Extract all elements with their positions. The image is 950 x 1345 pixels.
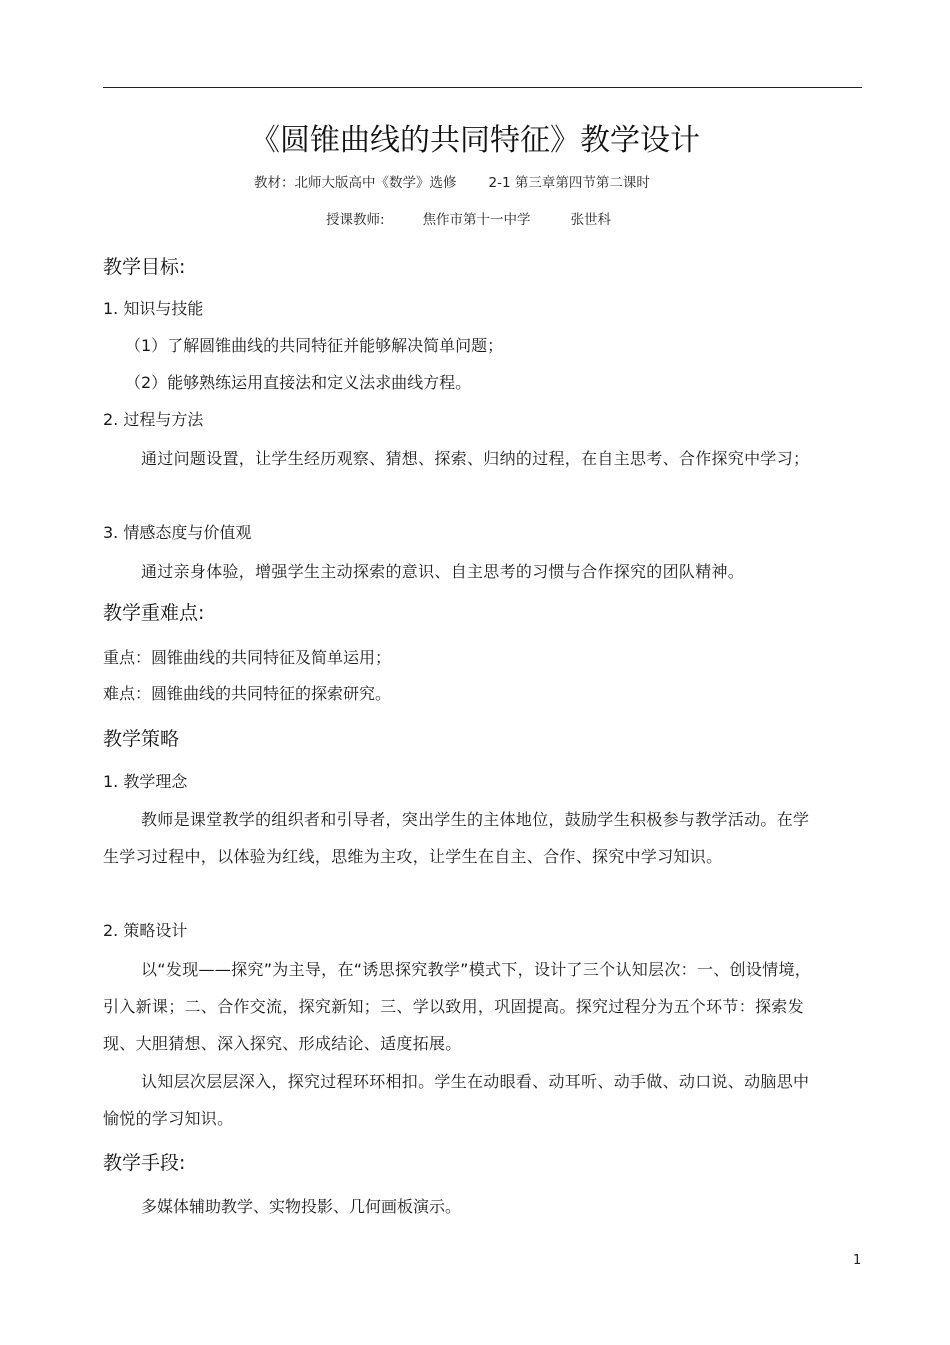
strategy-item-2: 2. 策略设计 [103,921,188,940]
goals-item-2: 2. 过程与方法 [103,410,204,429]
difficulties-heading: 教学重难点: [103,602,205,624]
means-text: 多媒体辅助教学、实物投影、几何画板演示。 [141,1197,462,1216]
school-name: 焦作市第十一中学 [422,212,531,228]
textbook-info: 教材：北师大版高中《数学》选修 [254,175,457,191]
goals-item-3-text: 通过亲身体验，增强学生主动探索的意识、自主思考的习惯与合作探究的团队精神。 [141,562,745,581]
chapter-info: 2-1 第三章第四节第二课时 [488,175,650,191]
textbook-line [254,173,650,193]
hard-point: 难点：圆锥曲线的共同特征的探索研究。 [103,684,392,703]
strategy-heading: 教学策略 [103,728,180,750]
document-title: 《圆锥曲线的共同特征》教学设计 [250,123,700,158]
strategy-item-1-text: 教师是课堂教学的组织者和引导者，突出学生的主体地位，鼓励学生积极参与教学活动。在学生学习过程中，以体验为红线，思维为主攻，让学生在自主、合作、探究中学习知识。 [103,810,810,866]
teacher-label: 授课教师: [326,212,385,228]
strategy-item-1: 1. 教学理念 [103,772,188,791]
page-number: 1 [853,1253,862,1268]
means-heading: 教学手段: [103,1152,186,1174]
goals-item-2-text: 通过问题设置，让学生经历观察、猜想、探索、归纳的过程，在自主思考、合作探究中学习； [141,449,810,468]
goals-item-1a: （1）了解圆锥曲线的共同特征并能够解决简单问题； [125,336,504,355]
strategy-item-2-text2: 认知层次层层深入，探究过程环环相扣。学生在动眼看、动耳听、动手做、动口说、动脑思中愉悦的学习知识。 [103,1072,810,1128]
key-point: 重点：圆锥曲线的共同特征及简单运用； [103,648,392,667]
goals-item-1: 1. 知识与技能 [103,299,204,318]
strategy-item-2-text: 以“发现——探究”为主导，在“诱思探究教学”模式下，设计了三个认知层次：一、创设情境，引入新课；二、合作交流，探究新知；三、学以致用，巩固提高。探究过程分为五个环节：探索发现、大胆猜想、深入探究、形成结论、适度拓展。 [103,960,812,1053]
header-rule [103,87,862,88]
teacher-line [326,210,611,230]
goals-heading: 教学目标: [103,256,186,278]
teacher-name: 张世科 [570,212,612,228]
goals-item-1b: （2）能够熟练运用直接法和定义法求曲线方程。 [125,373,472,392]
goals-item-3: 3. 情感态度与价值观 [103,523,252,542]
